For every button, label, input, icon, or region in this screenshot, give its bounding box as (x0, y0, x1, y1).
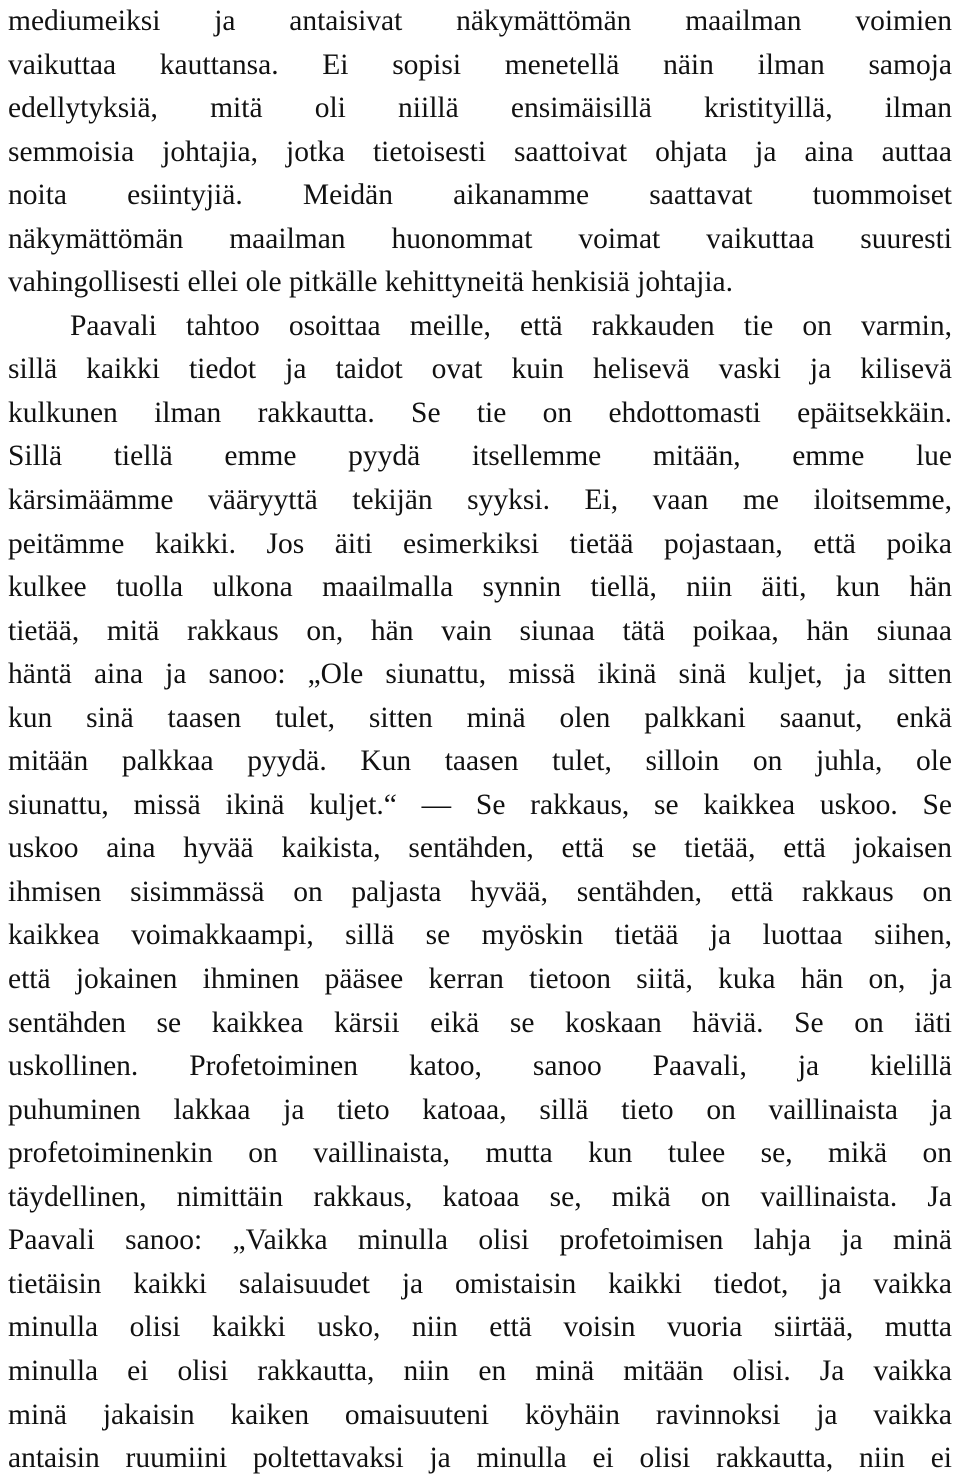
text-line: näkymättömän maailman huonommat voimat vaikuttaa suuresti (8, 222, 952, 255)
text-line: tietäisin kaikki salaisuudet ja omistaisin kaikki tiedot, ja vaikka (8, 1267, 952, 1300)
text-line: vahingollisesti ellei ole pitkälle kehittyneitä henkisiä johtajia. (8, 266, 734, 299)
text-line: semmoisia johtajia, jotka tietoisesti saattoivat ohjata ja aina auttaa (8, 135, 952, 168)
text-line: kulkunen ilman rakkautta. Se tie on ehdottomasti epäitsekkäin. (8, 396, 952, 429)
text-line: kulkee tuolla ulkona maailmalla synnin tiellä, niin äiti, kun hän (8, 571, 952, 604)
text-line: täydellinen, nimittäin rakkaus, katoaa se, mikä on vaillinaista. Ja (8, 1180, 952, 1213)
text-line: vaikuttaa kauttansa. Ei sopisi menetellä näin ilman samoja (8, 48, 952, 81)
text-line: Paavali tahtoo osoittaa meille, että rakkauden tie on varmin, (70, 309, 952, 342)
text-line: häntä aina ja sanoo: „Ole siunattu, missä ikinä sinä kuljet, ja sitten (8, 658, 952, 691)
text-line: antaisin ruumiini poltettavaksi ja minulla ei olisi rakkautta, niin ei (8, 1442, 952, 1475)
text-line: kärsimäämme vääryyttä tekijän syyksi. Ei, vaan me iloitsemme, (8, 484, 952, 517)
text-line: edellytyksiä, mitä oli niillä ensimäisillä kristityillä, ilman (8, 92, 952, 125)
text-line: mediumeiksi ja antaisivat näkymättömän maailman voimien (8, 5, 952, 37)
text-line: minulla ei olisi rakkautta, niin en minä mitään olisi. Ja vaikka (8, 1354, 952, 1387)
document-page (8, 0, 952, 1481)
text-line: peitämme kaikki. Jos äiti esimerkiksi tietää pojastaan, että poika (8, 527, 952, 560)
text-line: uskoo aina hyvää kaikista, sentähden, että se tietää, että jokaisen (8, 832, 952, 865)
text-line: kun sinä taasen tulet, sitten minä olen palkkani saanut, enkä (8, 701, 952, 734)
text-line: mitään palkkaa pyydä. Kun taasen tulet, silloin on juhla, ole (8, 745, 952, 778)
text-line: sillä kaikki tiedot ja taidot ovat kuin helisevä vaski ja kilisevä (8, 353, 952, 386)
text-line: siunattu, missä ikinä kuljet.“ — Se rakkaus, se kaikkea uskoo. Se (8, 788, 952, 821)
text-line: minä jakaisin kaiken omaisuuteni köyhäin ravinnoksi ja vaikka (8, 1398, 952, 1431)
text-line: minulla olisi kaikki usko, niin että voisin vuoria siirtää, mutta (8, 1311, 952, 1344)
text-line: tietää, mitä rakkaus on, hän vain siunaa tätä poikaa, hän siunaa (8, 614, 952, 647)
text-line: Paavali sanoo: „Vaikka minulla olisi profetoimisen lahja ja minä (8, 1224, 952, 1257)
text-line: profetoiminenkin on vaillinaista, mutta kun tulee se, mikä on (8, 1137, 952, 1170)
text-line: uskollinen. Profetoiminen katoo, sanoo Paavali, ja kielillä (8, 1050, 952, 1083)
paragraph-1 (8, 0, 952, 305)
text-line: että jokainen ihminen pääsee kerran tietoon siitä, kuka hän on, ja (8, 963, 952, 996)
text-line: Sillä tiellä emme pyydä itsellemme mitään, emme lue (8, 440, 952, 473)
text-line: kaikkea voimakkaampi, sillä se myöskin tietää ja luottaa siihen, (8, 919, 952, 952)
text-line: sentähden se kaikkea kärsii eikä se koskaan häviä. Se on iäti (8, 1006, 952, 1039)
text-line: puhuminen lakkaa ja tieto katoaa, sillä tieto on vaillinaista ja (8, 1093, 952, 1126)
text-line: noita esiintyjiä. Meidän aikanamme saattavat tuommoiset (8, 179, 952, 212)
text-line: ihmisen sisimmässä on paljasta hyvää, sentähden, että rakkaus on (8, 875, 952, 908)
paragraph-2 (8, 305, 952, 1481)
